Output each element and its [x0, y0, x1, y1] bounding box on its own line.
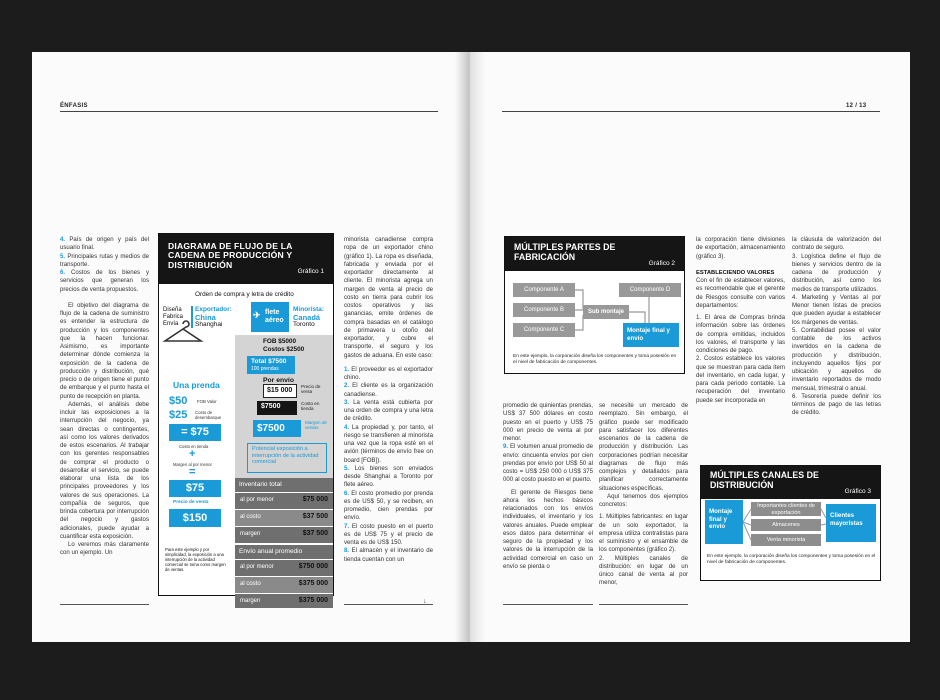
precio-venta-total: $150 — [169, 509, 221, 527]
component-d: Componente D — [619, 283, 681, 297]
header-rule-left — [60, 111, 438, 112]
sub-montaje: Sub montaje — [583, 305, 629, 319]
plane-icon: ✈ — [253, 310, 261, 320]
envio-row: al por menor $750 000 — [235, 560, 333, 576]
inventario-title: Inventario total — [235, 478, 333, 492]
costo-tienda-desc: Costo en tienda — [301, 401, 320, 412]
paragraph: la corporación tiene divisiones de exportación, almacenamiento (gráfico 3). — [696, 236, 785, 260]
list-item: 1. El proveedor es el exportador chino. — [344, 365, 433, 381]
first-total: = $75 — [169, 424, 221, 441]
graphic-1-number: Gráfico 1 — [297, 268, 324, 275]
component-b: Componente B — [513, 303, 575, 317]
envio-row: margen $375 000 — [235, 594, 333, 608]
list-item: 4. Marketing y Ventas al por Menor tienen listas de precios que pueden ayudar a establecer los márgenes de ventas. — [792, 293, 881, 326]
graphic-2-manufacturing — [504, 236, 685, 374]
right-column-1 — [503, 402, 593, 571]
total-box: Total $7500 100 prendas — [247, 356, 295, 374]
list-item: 9. El volumen anual promedio de envío: cincuenta envíos por cien prendas por envío por US$ 50 al costo = US$ 250 000 o US$ 375 000 al costo puesto en el puerto. — [503, 443, 593, 484]
graphic-3-header: MÚLTIPLES CANALES DE DISTRIBUCIÓN Gráfico 3 — [701, 466, 880, 499]
costo-tienda-amount: $7500 — [257, 401, 297, 415]
graphic-2-header: MÚLTIPLES PARTES DE FABRICACIÓN Gráfico 2 — [505, 237, 684, 271]
channel-export: Importantes clientes de exportación — [751, 502, 821, 516]
component-a: Componente A — [513, 283, 575, 297]
list-item: 5. Principales rutas y medios de transporte. — [60, 252, 149, 268]
fob-costs: FOB $5000 Costos $2500 — [263, 338, 305, 353]
paragraph: promedio de quinientas prendas, US$ 37 500 dólares en costo puesto en el puerto y US$ 75 000 en precio de venta al por menor. — [503, 402, 593, 442]
flight-box: ✈ flete aéreo — [251, 302, 289, 332]
montaje-final: Montaje final y envío — [705, 500, 743, 544]
column-end-rule — [60, 604, 149, 605]
desembarque-label: Costo de desembarque — [195, 410, 222, 420]
column-end-rule — [503, 604, 593, 605]
column-end-rule — [599, 604, 688, 605]
list-item: 4. País de origen y país del usuario final. — [60, 236, 149, 252]
montaje-final: Montaje final y envío — [623, 323, 679, 347]
fob-value: $50 — [169, 395, 188, 407]
list-item: 7. El costo puesto en el puerto es de US$ 75 y el precio de venta es de US$ 150. — [344, 522, 433, 546]
graphic-1-header — [159, 234, 333, 284]
precio-venta-desc: Precio de venta — [301, 384, 321, 395]
paragraph: Con el fin de establecer valores, es recomendable que el gerente de Riesgos consulte con varios departamentos: — [696, 277, 785, 309]
list-item: 4. La propiedad y, por tanto, el riesgo se transfieren al minorista una vez que la ropa esté en el avión (términos de envío free on board [FOB]). — [344, 423, 433, 464]
section-subheading: ESTABLECIENDO VALORES — [696, 269, 775, 276]
list-item: 5. Contabilidad posee el valor contable de los activos invertidos en la cadena de producción y distribución, incluyendo aquellos fijos por ubicación y aquellos de inventario reportados de modo mensual, trimestral o anual. — [792, 326, 881, 392]
envio-title: Envío anual promedio — [235, 545, 333, 559]
list-item: 3. Logística define el flujo de bienes y servicios dentro de la cadena de producción y distribución, así como los medios de transporte utilizados. — [792, 252, 881, 293]
arrow-down-icon: ↓ — [423, 598, 427, 605]
margen-por-menor-label: Margen al por menor — [173, 462, 212, 467]
inventario-row: al costo $37 500 — [235, 510, 333, 526]
list-item: 2. Costos establece los valores que se muestran para cada ítem del inventario, en cada lugar, y para cada periodo contable. La recuperación del inventario puede ser incorporada en — [696, 355, 785, 404]
equals-sign: = — [189, 466, 196, 478]
graphic-3-distribution — [700, 465, 881, 581]
channel-almacenes: Almacenes — [751, 519, 821, 531]
graphic-1-title: DIAGRAMA DE FLUJO DE LA CADENA DE PRODUCCIÓN Y DISTRIBUCIÓN — [168, 241, 293, 270]
column-end-rule — [344, 604, 433, 605]
paragraph: Aquí tenemos dos ejemplos concretos: — [599, 492, 688, 508]
envio-row: al costo $375 000 — [235, 577, 333, 593]
costo-en-tienda-label: Costo en tienda — [179, 444, 209, 449]
list-item: 2. El cliente es la organización canadiense. — [344, 382, 433, 398]
por-envio-label: Por envío — [263, 377, 294, 384]
paragraph: minorista canadiense compra ropa de un exportador chino (gráfico 1). La ropa es diseñada, fabricada y enviada por el exportador directamente al cliente. El minorista agrega un margen de venta al precio de costo en tierra para cubrir los costos operativos y las ganancias, emite órdenes de compra basadas en el catálogo de primavera u otoño del exportador, y cubre el transporte, el seguro y los gastos de aduana. En este caso: — [344, 236, 433, 359]
list-item: 8. El almacén y el inventario de tienda cuentan con un — [344, 547, 433, 563]
header-rule-right — [502, 111, 880, 112]
graphic-1-supply-chain — [158, 233, 334, 604]
precio-venta-label: Precio de venta — [173, 500, 209, 505]
plus-sign: + — [189, 448, 196, 460]
component-c: Componente C — [513, 323, 575, 337]
right-column-4 — [792, 236, 881, 418]
clientes-mayoristas: Clientes mayoristas — [826, 504, 876, 542]
paragraph: se necesite un mercado de reemplazo. Sin embargo, el gráfico puede ser modificado para satisfacer los diferentes escenarios de la cadena de producción y distribución. Las corporaciones podrían necesitar diagramas de flujo más complejos y detallados para planificar correctamente situaciones específicas. — [599, 402, 688, 492]
paragraph: Además, el análisis debe incluir las exposiciones a la interrupción del negocio, ya sean directas o contingentes, así como los valores derivados de estos escenarios. Al trabajar con los gerentes responsables de comprar el producto o desarrollar el servicio, se puede elaborar una lista de los principales proveedores y los valores de sus operaciones. La compañía de seguros, que brinda cobertura por interrupción del negocio y gastos adicionales, puede ayudar a cuantificar esta exposición. — [60, 400, 149, 540]
paragraph: El gerente de Riesgos tiene ahora los hechos básicos relacionados con los envíos individuales, el inventario y los valores anuales. Puede emplear esos datos para determinar el seguro de la propiedad y los valores de la interrupción de la actividad comercial en caso un envío se pierda o — [503, 488, 593, 570]
list-item: 1. El área de Compras brinda información sobre las órdenes de compra emitidas, incluidos los valores, el transporte y las condiciones de pago. — [696, 314, 785, 354]
paragraph: Lo veremos más claramente con un ejemplo. Un — [60, 541, 149, 557]
right-column-2 — [599, 402, 688, 588]
list-item: 3. La venta está cubierta por una orden de compra y una letra de crédito. — [344, 398, 433, 423]
list-item: 6. Costos de los bienes y servicios que generan los precios de venta propuestos. — [60, 269, 149, 293]
left-column-1 — [60, 236, 149, 558]
page-numbers: 12 / 13 — [846, 103, 867, 109]
paragraph: la cláusula de valorización del contrato de seguro. — [792, 236, 881, 252]
inventario-row: margen $37 500 — [235, 527, 333, 543]
hanger-icon — [163, 322, 203, 344]
margen-amount: $7500 — [253, 420, 301, 437]
graphic-1-footnote: Para este ejemplo y por simplicidad, la exposición a una interrupción de la actividad comercial se toma como margen de ventas. — [165, 547, 226, 572]
una-prenda-label: Una prenda — [173, 380, 220, 390]
second-total: $75 — [169, 480, 221, 497]
channel-retail: Venta minorista — [751, 534, 821, 546]
list-item: 6. Tesorería puede definir los términos de pago de las letras de crédito. — [792, 392, 881, 417]
graphic-2-caption: En este ejemplo, la corporación diseña los componentes y toma posesión en el nivel de fabricación de componentes. — [513, 354, 677, 365]
potencial-box: Potencial exposición a interrupción de la actividad comercial — [247, 443, 327, 473]
graphic-3-caption: En este ejemplo, la corporación diseña los componentes y toma posesión en el nivel de fabricación de componentes. — [707, 554, 876, 565]
precio-venta-amount: $15 000 — [263, 384, 297, 398]
right-column-3 — [696, 236, 785, 405]
fob-value-label: FOB Valor — [197, 399, 217, 404]
list-item: 5. Los bienes son enviados desde Shanghai a Toronto por flete aéreo. — [344, 464, 433, 489]
list-item: 6. El costo promedio por prenda es de US$ 50, y se reciben, en promedio, cien prendas por envío. — [344, 489, 433, 522]
left-column-3 — [344, 236, 433, 564]
minorista: Minorista: Canadá Toronto — [293, 306, 325, 329]
actions-list: Diseña Fabrica Envía — [163, 307, 184, 328]
exporter: Exportador: China Shanghai — [195, 306, 232, 329]
list-item: 1. Múltiples fabricantes: en lugar de un solo exportador, la empresa utiliza contratistas para el suministro y el ensamble de los componentes (gráfico 2). — [599, 513, 688, 554]
list-item: 2. Múltiples canales de distribución: en lugar de un único canal de venta al por menor, — [599, 554, 688, 587]
margen-desc: Margen de ventas — [305, 420, 327, 431]
desembarque-value: $25 — [169, 409, 188, 421]
section-header: ÉNFASIS — [60, 103, 88, 109]
paragraph: El objetivo del diagrama de flujo de la cadena de suministro es entender la estructura de producción y los componentes que la hacen funcionar. Asimismo, es importante determinar dónde comienza la exposición de la cadena de producción y distribución, qué precio o de origen tiene el punto de embarque y el punto hasta el punto de recepción en planta. — [60, 301, 149, 400]
order-line: Orden de compra y letra de crédito — [195, 291, 294, 298]
inventario-row: al por menor $75 000 — [235, 493, 333, 509]
